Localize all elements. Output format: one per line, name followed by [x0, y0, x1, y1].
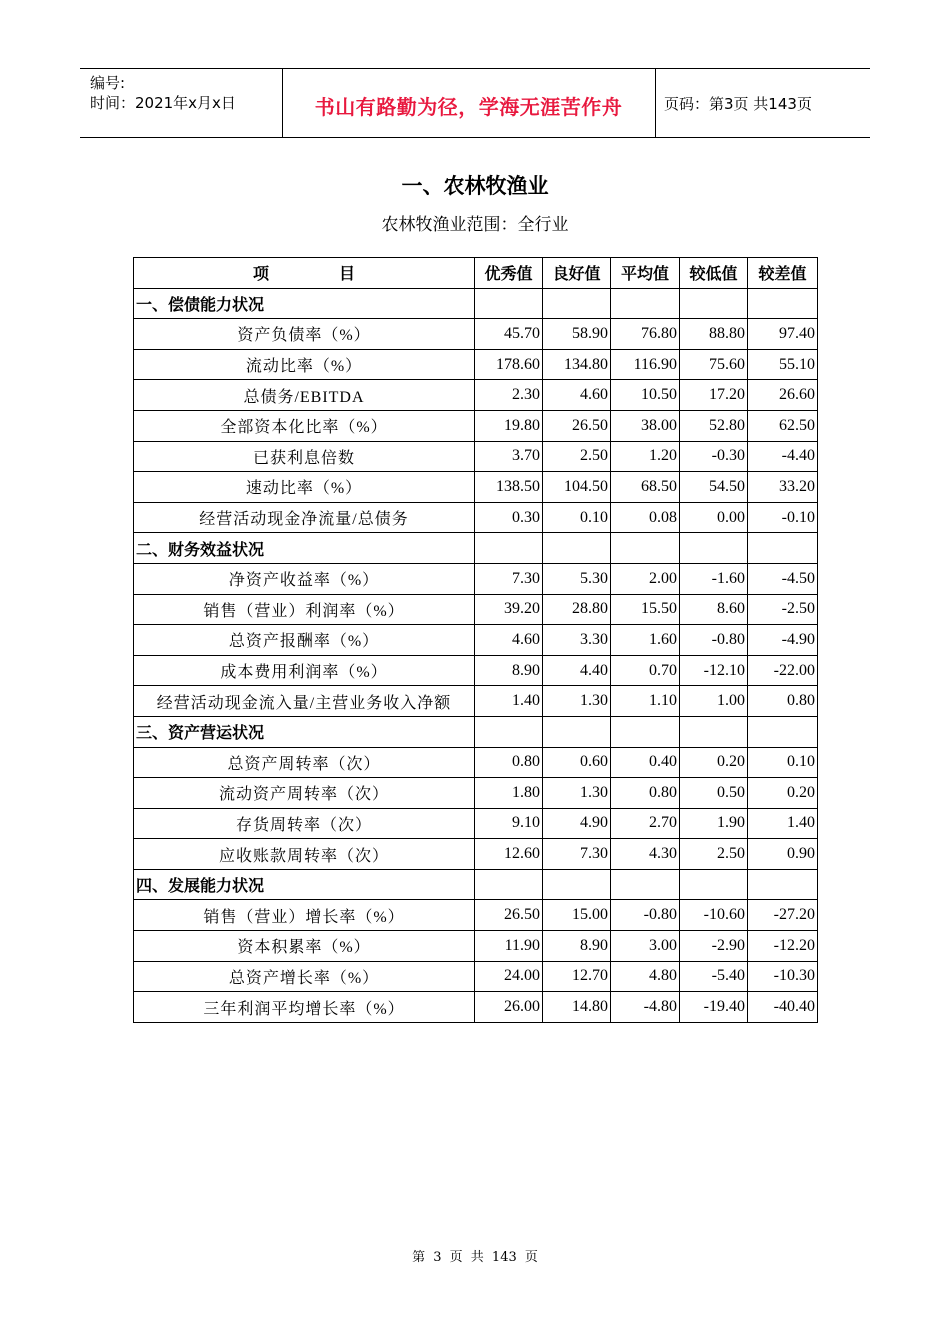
- value-cell: 76.80: [611, 319, 680, 350]
- value-cell: 138.50: [475, 472, 543, 503]
- header-meta: [90, 73, 236, 113]
- value-cell: 9.10: [475, 808, 543, 839]
- value-cell: 26.50: [543, 410, 611, 441]
- value-cell: 17.20: [680, 380, 748, 411]
- value-cell: 24.00: [475, 961, 543, 992]
- value-cell: -4.90: [748, 625, 818, 656]
- empty-cell: [611, 869, 680, 900]
- header-page-info: 页码：第3页 共143页: [664, 95, 812, 113]
- value-cell: 14.80: [543, 992, 611, 1023]
- value-cell: 8.90: [475, 655, 543, 686]
- value-cell: 4.60: [475, 625, 543, 656]
- value-cell: 11.90: [475, 931, 543, 962]
- value-cell: 62.50: [748, 410, 818, 441]
- value-cell: 58.90: [543, 319, 611, 350]
- value-cell: 3.30: [543, 625, 611, 656]
- page-footer: 第 3 页 共 143 页: [412, 1250, 538, 1265]
- table-row: [134, 808, 818, 839]
- value-cell: 0.10: [543, 502, 611, 533]
- value-cell: 33.20: [748, 472, 818, 503]
- value-cell: 116.90: [611, 349, 680, 380]
- value-cell: 3.70: [475, 441, 543, 472]
- header-poor: 较差值: [748, 258, 818, 289]
- page-title: 一、农林牧渔业: [401, 174, 549, 198]
- value-cell: 12.70: [543, 961, 611, 992]
- indicator-label: 已获利息倍数: [134, 441, 475, 472]
- value-cell: 15.50: [611, 594, 680, 625]
- value-cell: 134.80: [543, 349, 611, 380]
- table-row: [134, 747, 818, 778]
- value-cell: -1.60: [680, 563, 748, 594]
- value-cell: 4.40: [543, 655, 611, 686]
- indicator-label: 成本费用利润率（%）: [134, 655, 475, 686]
- value-cell: 1.90: [680, 808, 748, 839]
- indicator-label: 流动资产周转率（次）: [134, 778, 475, 809]
- table-row: [134, 349, 818, 380]
- table-header-row: [134, 258, 818, 289]
- value-cell: 0.60: [543, 747, 611, 778]
- indicator-label: 总资产报酬率（%）: [134, 625, 475, 656]
- header-excellent: 优秀值: [475, 258, 543, 289]
- header-divider: [655, 69, 656, 137]
- header-average: 平均值: [611, 258, 680, 289]
- indicator-label: 应收账款周转率（次）: [134, 839, 475, 870]
- table-row: [134, 563, 818, 594]
- value-cell: -27.20: [748, 900, 818, 931]
- value-cell: 104.50: [543, 472, 611, 503]
- indicator-label: 总资产增长率（%）: [134, 961, 475, 992]
- indicator-table: [133, 257, 818, 1023]
- value-cell: 19.80: [475, 410, 543, 441]
- table-row: [134, 380, 818, 411]
- value-cell: 38.00: [611, 410, 680, 441]
- section-row: [134, 869, 818, 900]
- empty-cell: [475, 869, 543, 900]
- indicator-label: 销售（营业）利润率（%）: [134, 594, 475, 625]
- value-cell: -10.60: [680, 900, 748, 931]
- indicator-label: 经营活动现金流入量/主营业务收入净额: [134, 686, 475, 717]
- section-label: 一、偿债能力状况: [134, 288, 475, 319]
- value-cell: 12.60: [475, 839, 543, 870]
- time-label: 时间：2021年x月x日: [90, 94, 236, 112]
- value-cell: 2.50: [543, 441, 611, 472]
- value-cell: 5.30: [543, 563, 611, 594]
- empty-cell: [680, 533, 748, 564]
- section-label: 四、发展能力状况: [134, 869, 475, 900]
- value-cell: -40.40: [748, 992, 818, 1023]
- header-item: [134, 258, 475, 289]
- empty-cell: [543, 533, 611, 564]
- header-item-b: 目: [339, 264, 356, 284]
- value-cell: 1.40: [475, 686, 543, 717]
- value-cell: 178.60: [475, 349, 543, 380]
- header-item-a: 项: [252, 264, 269, 284]
- document-header: [80, 68, 870, 138]
- table-row: [134, 992, 818, 1023]
- page-subtitle: 农林牧渔业范围：全行业: [381, 215, 569, 235]
- section-row: [134, 716, 818, 747]
- indicator-label: 总债务/EBITDA: [134, 380, 475, 411]
- table-row: [134, 441, 818, 472]
- indicator-label: 存货周转率（次）: [134, 808, 475, 839]
- empty-cell: [748, 288, 818, 319]
- empty-cell: [748, 533, 818, 564]
- table-row: [134, 472, 818, 503]
- indicator-label: 资本积累率（%）: [134, 931, 475, 962]
- code-label: 编号:: [90, 74, 126, 92]
- value-cell: -0.30: [680, 441, 748, 472]
- indicator-table-body: [134, 258, 818, 1023]
- value-cell: 26.50: [475, 900, 543, 931]
- table-row: [134, 900, 818, 931]
- value-cell: 0.80: [475, 747, 543, 778]
- value-cell: 0.80: [748, 686, 818, 717]
- value-cell: -4.40: [748, 441, 818, 472]
- value-cell: 0.40: [611, 747, 680, 778]
- value-cell: 1.30: [543, 686, 611, 717]
- value-cell: 1.20: [611, 441, 680, 472]
- table-row: [134, 686, 818, 717]
- value-cell: 1.40: [748, 808, 818, 839]
- value-cell: 3.00: [611, 931, 680, 962]
- value-cell: 8.90: [543, 931, 611, 962]
- empty-cell: [543, 716, 611, 747]
- value-cell: 75.60: [680, 349, 748, 380]
- value-cell: 2.00: [611, 563, 680, 594]
- value-cell: 4.60: [543, 380, 611, 411]
- value-cell: -0.80: [680, 625, 748, 656]
- value-cell: -19.40: [680, 992, 748, 1023]
- header-lower: 较低值: [680, 258, 748, 289]
- value-cell: 8.60: [680, 594, 748, 625]
- value-cell: 0.90: [748, 839, 818, 870]
- value-cell: 52.80: [680, 410, 748, 441]
- value-cell: 0.10: [748, 747, 818, 778]
- value-cell: -0.10: [748, 502, 818, 533]
- value-cell: -12.20: [748, 931, 818, 962]
- table-row: [134, 625, 818, 656]
- indicator-label: 流动比率（%）: [134, 349, 475, 380]
- empty-cell: [475, 288, 543, 319]
- value-cell: 0.00: [680, 502, 748, 533]
- value-cell: -4.50: [748, 563, 818, 594]
- value-cell: 28.80: [543, 594, 611, 625]
- section-label: 二、财务效益状况: [134, 533, 475, 564]
- value-cell: 15.00: [543, 900, 611, 931]
- empty-cell: [748, 716, 818, 747]
- indicator-label: 资产负债率（%）: [134, 319, 475, 350]
- empty-cell: [543, 869, 611, 900]
- value-cell: 0.30: [475, 502, 543, 533]
- value-cell: 97.40: [748, 319, 818, 350]
- empty-cell: [475, 716, 543, 747]
- table-row: [134, 319, 818, 350]
- value-cell: 68.50: [611, 472, 680, 503]
- value-cell: -12.10: [680, 655, 748, 686]
- value-cell: 0.20: [680, 747, 748, 778]
- value-cell: 26.60: [748, 380, 818, 411]
- empty-cell: [680, 869, 748, 900]
- table-row: [134, 502, 818, 533]
- value-cell: 1.10: [611, 686, 680, 717]
- table-row: [134, 410, 818, 441]
- value-cell: -2.90: [680, 931, 748, 962]
- header-good: 良好值: [543, 258, 611, 289]
- empty-cell: [543, 288, 611, 319]
- value-cell: 7.30: [543, 839, 611, 870]
- section-label: 三、资产营运状况: [134, 716, 475, 747]
- value-cell: -2.50: [748, 594, 818, 625]
- value-cell: 1.30: [543, 778, 611, 809]
- value-cell: -4.80: [611, 992, 680, 1023]
- value-cell: -10.30: [748, 961, 818, 992]
- value-cell: 88.80: [680, 319, 748, 350]
- empty-cell: [680, 716, 748, 747]
- value-cell: 0.08: [611, 502, 680, 533]
- indicator-label: 经营活动现金净流量/总债务: [134, 502, 475, 533]
- value-cell: 54.50: [680, 472, 748, 503]
- value-cell: 45.70: [475, 319, 543, 350]
- indicator-label: 总资产周转率（次）: [134, 747, 475, 778]
- empty-cell: [475, 533, 543, 564]
- value-cell: 1.80: [475, 778, 543, 809]
- value-cell: -22.00: [748, 655, 818, 686]
- table-row: [134, 655, 818, 686]
- table-row: [134, 839, 818, 870]
- section-row: [134, 533, 818, 564]
- indicator-label: 销售（营业）增长率（%）: [134, 900, 475, 931]
- value-cell: 39.20: [475, 594, 543, 625]
- value-cell: 0.80: [611, 778, 680, 809]
- value-cell: -5.40: [680, 961, 748, 992]
- value-cell: 55.10: [748, 349, 818, 380]
- table-row: [134, 931, 818, 962]
- empty-cell: [748, 869, 818, 900]
- value-cell: 26.00: [475, 992, 543, 1023]
- empty-cell: [611, 716, 680, 747]
- value-cell: 0.20: [748, 778, 818, 809]
- indicator-label: 全部资本化比率（%）: [134, 410, 475, 441]
- table-row: [134, 778, 818, 809]
- header-motto: 书山有路勤为径，学海无涯苦作舟: [314, 95, 623, 119]
- indicator-label: 速动比率（%）: [134, 472, 475, 503]
- indicator-label: 净资产收益率（%）: [134, 563, 475, 594]
- value-cell: 7.30: [475, 563, 543, 594]
- value-cell: 10.50: [611, 380, 680, 411]
- value-cell: 0.70: [611, 655, 680, 686]
- value-cell: 1.60: [611, 625, 680, 656]
- value-cell: 4.90: [543, 808, 611, 839]
- section-row: [134, 288, 818, 319]
- table-row: [134, 594, 818, 625]
- value-cell: 1.00: [680, 686, 748, 717]
- value-cell: 4.30: [611, 839, 680, 870]
- value-cell: 2.50: [680, 839, 748, 870]
- value-cell: 2.30: [475, 380, 543, 411]
- indicator-label: 三年利润平均增长率（%）: [134, 992, 475, 1023]
- value-cell: 2.70: [611, 808, 680, 839]
- empty-cell: [611, 533, 680, 564]
- value-cell: -0.80: [611, 900, 680, 931]
- empty-cell: [680, 288, 748, 319]
- value-cell: 4.80: [611, 961, 680, 992]
- value-cell: 0.50: [680, 778, 748, 809]
- table-row: [134, 961, 818, 992]
- empty-cell: [611, 288, 680, 319]
